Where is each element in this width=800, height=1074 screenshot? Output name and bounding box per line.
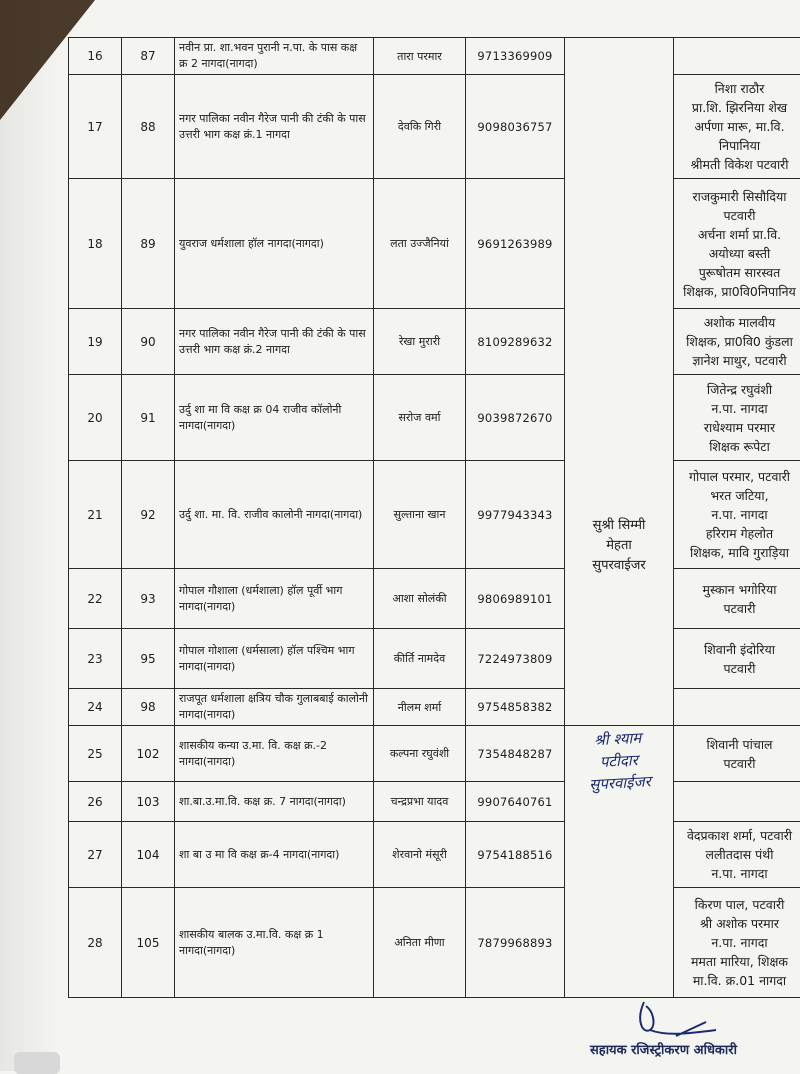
staff-line: मुस्कान भगोरिया <box>678 580 800 599</box>
phone-number-cell: 7354848287 <box>466 726 565 782</box>
staff-line: वेदप्रकाश शर्मा, पटवारी <box>678 826 800 845</box>
booth-number-cell: 95 <box>122 629 175 689</box>
serial-number-cell: 28 <box>69 888 122 998</box>
assigned-staff-cell <box>674 75 800 179</box>
serial-number-cell: 21 <box>69 461 122 569</box>
supervisor-handwritten-name <box>586 726 651 795</box>
phone-number-cell: 8109289632 <box>466 309 565 375</box>
assigned-staff-cell <box>674 38 800 75</box>
assigned-staff-cell <box>674 726 800 782</box>
booth-number-cell: 93 <box>122 569 175 629</box>
supervisor-cell-2 <box>565 726 674 998</box>
serial-number-cell: 19 <box>69 309 122 375</box>
assigned-staff-cell <box>674 888 800 998</box>
staff-line: न.पा. नागदा <box>678 864 800 883</box>
table-row <box>69 822 800 888</box>
staff-line: अर्पणा मारू, मा.वि. <box>678 117 800 136</box>
phone-number-cell: 9754858382 <box>466 689 565 726</box>
booth-location-cell: उर्दु शा. मा. वि. राजीव कालोनी नागदा(नागदा) <box>175 461 374 569</box>
staff-line: अर्चना शर्मा प्रा.वि. <box>678 225 800 244</box>
table-row <box>69 375 800 461</box>
staff-line: पटवारी <box>678 599 800 618</box>
staff-line: किरण पाल, पटवारी <box>678 895 800 914</box>
staff-line: श्रीमती विकेश पटवारी <box>678 155 800 174</box>
booth-location-cell: शासकीय बालक उ.मा.वि. कक्ष क्र 1 नागदा(नागदा) <box>175 888 374 998</box>
booth-number-cell: 98 <box>122 689 175 726</box>
staff-line: अशोक मालवीय <box>678 313 800 332</box>
booth-number-cell: 88 <box>122 75 175 179</box>
phone-number-cell: 9977943343 <box>466 461 565 569</box>
serial-number-cell: 23 <box>69 629 122 689</box>
staff-line: निपानिया <box>678 136 800 155</box>
booth-number-cell: 104 <box>122 822 175 888</box>
booth-location-cell: गोपाल गोशाला (धर्मसाला) हॉल पश्चिम भाग नागदा(नागदा) <box>175 629 374 689</box>
table-row <box>69 38 800 75</box>
booth-location-cell: शा.बा.उ.मा.वि. कक्ष क्र. 7 नागदा(नागदा) <box>175 782 374 822</box>
table-row <box>69 461 800 569</box>
serial-number-cell: 22 <box>69 569 122 629</box>
supervisor-line: सुश्री सिम्मी <box>569 516 669 536</box>
table-row <box>69 689 800 726</box>
supervisor-line: श्री श्याम <box>586 726 649 751</box>
phone-number-cell: 9039872670 <box>466 375 565 461</box>
officer-name-cell: कीर्ति नामदेव <box>374 629 466 689</box>
phone-number-cell: 9754188516 <box>466 822 565 888</box>
booth-location-cell: राजपूत धर्मशाला क्षत्रिय चौक गुलाबबाई कालोनी नागदा(नागदा) <box>175 689 374 726</box>
supervisor-line: सुपरवाईजर <box>589 770 652 795</box>
booth-location-cell: नगर पालिका नवीन गैरेज पानी की टंकी के पास उत्तरी भाग कक्ष क्रं.1 नागदा <box>175 75 374 179</box>
supervisor-cell-1 <box>565 38 674 726</box>
staff-line: शिक्षक, प्रा0वि0 कुंडला <box>678 332 800 351</box>
booth-location-cell: गोपाल गौशाला (धर्मशाला) हॉल पूर्वी भाग नागदा(नागदा) <box>175 569 374 629</box>
staff-line: शिक्षक, मावि गुराड़िया <box>678 543 800 562</box>
phone-number-cell: 7879968893 <box>466 888 565 998</box>
staff-line: मा.वि. क्र.01 नागदा <box>678 971 800 990</box>
booth-location-cell: शा बा उ मा वि कक्ष क्र-4 नागदा(नागदा) <box>175 822 374 888</box>
staff-line: ज्ञानेश माथुर, पटवारी <box>678 351 800 370</box>
booth-location-cell: नवीन प्रा. शा.भवन पुरानी न.पा. के पास कक्ष क्र 2 नागदा(नागदा) <box>175 38 374 75</box>
booth-number-cell: 87 <box>122 38 175 75</box>
staff-line: शिक्षक, प्रा0वि0निपानिय <box>678 282 800 301</box>
officer-name-cell: सुल्ताना खान <box>374 461 466 569</box>
staff-line: निशा राठौर <box>678 79 800 98</box>
assigned-staff-cell <box>674 309 800 375</box>
officer-name-cell: सरोज वर्मा <box>374 375 466 461</box>
officer-name-cell: कल्पना रघुवंशी <box>374 726 466 782</box>
officer-name-cell: नीलम शर्मा <box>374 689 466 726</box>
serial-number-cell: 24 <box>69 689 122 726</box>
staff-line: जितेन्द्र रघुवंशी <box>678 380 800 399</box>
booth-number-cell: 92 <box>122 461 175 569</box>
assigned-staff-cell <box>674 461 800 569</box>
table-row <box>69 179 800 309</box>
staff-line: शिवानी इंदोरिया <box>678 640 800 659</box>
staff-line: अयोध्या बस्ती <box>678 244 800 263</box>
table-row <box>69 782 800 822</box>
staff-line: ललीतदास पंथी <box>678 845 800 864</box>
booth-location-cell: उर्दु शा मा वि कक्ष क्र 04 राजीव कॉलोनी नागदा(नागदा) <box>175 375 374 461</box>
serial-number-cell: 17 <box>69 75 122 179</box>
serial-number-cell: 26 <box>69 782 122 822</box>
assigned-staff-cell <box>674 822 800 888</box>
phone-number-cell: 9098036757 <box>466 75 565 179</box>
assigned-staff-cell <box>674 375 800 461</box>
officer-name-cell: अनिता मीणा <box>374 888 466 998</box>
staff-line: प्रा.शि. झिरनिया शेख <box>678 98 800 117</box>
assigned-staff-cell <box>674 689 800 726</box>
phone-number-cell: 7224973809 <box>466 629 565 689</box>
page-fold-shade <box>0 0 60 1071</box>
serial-number-cell: 16 <box>69 38 122 75</box>
phone-number-cell: 9691263989 <box>466 179 565 309</box>
staff-line: न.पा. नागदा <box>678 933 800 952</box>
staff-line: पटवारी <box>678 206 800 225</box>
officer-name-cell: शेरवानो मंसूरी <box>374 822 466 888</box>
booth-number-cell: 102 <box>122 726 175 782</box>
phone-number-cell: 9806989101 <box>466 569 565 629</box>
staff-line: हरिराम गेहलोत <box>678 524 800 543</box>
serial-number-cell: 27 <box>69 822 122 888</box>
staff-line: शिवानी पांचाल <box>678 735 800 754</box>
booth-number-cell: 90 <box>122 309 175 375</box>
officer-name-cell: रेखा मुरारी <box>374 309 466 375</box>
staff-line: भरत जटिया, <box>678 486 800 505</box>
assigned-staff-cell <box>674 629 800 689</box>
supervisor-line: सुपरवाईजर <box>569 556 669 576</box>
staff-line: पटवारी <box>678 659 800 678</box>
serial-number-cell: 18 <box>69 179 122 309</box>
officer-name-cell: देवकि गिरी <box>374 75 466 179</box>
table-row <box>69 309 800 375</box>
phone-number-cell: 9907640761 <box>466 782 565 822</box>
serial-number-cell: 20 <box>69 375 122 461</box>
table-row <box>69 629 800 689</box>
booth-number-cell: 89 <box>122 179 175 309</box>
staff-line: न.पा. नागदा <box>678 399 800 418</box>
supervisor-line: पटीदार <box>588 748 651 773</box>
serial-number-cell: 25 <box>69 726 122 782</box>
officer-name-cell: आशा सोलंकी <box>374 569 466 629</box>
officer-signature <box>636 1000 736 1040</box>
booth-number-cell: 103 <box>122 782 175 822</box>
supervisor-line: मेहता <box>569 536 669 556</box>
officer-name-cell: तारा परमार <box>374 38 466 75</box>
staff-line: न.पा. नागदा <box>678 505 800 524</box>
staff-line: राजकुमारी सिसौदिया <box>678 187 800 206</box>
phone-number-cell: 9713369909 <box>466 38 565 75</box>
booth-location-cell: शासकीय कन्या उ.मा. वि. कक्ष क्र.-2 नागदा(नागदा) <box>175 726 374 782</box>
assigned-staff-cell <box>674 782 800 822</box>
booth-number-cell: 105 <box>122 888 175 998</box>
table-row <box>69 75 800 179</box>
officer-title: सहायक रजिस्ट्रीकरण अधिकारी <box>590 1040 737 1058</box>
table-row <box>69 569 800 629</box>
staff-line: गोपाल परमार, पटवारी <box>678 467 800 486</box>
officer-name-cell: लता उज्जैनियां <box>374 179 466 309</box>
staff-line: श्री अशोक परमार <box>678 914 800 933</box>
table-row <box>69 888 800 998</box>
booth-location-cell: युवराज धर्मशाला हॉल नागदा(नागदा) <box>175 179 374 309</box>
staff-line: शिक्षक रूपेटा <box>678 437 800 456</box>
assigned-staff-cell <box>674 569 800 629</box>
booth-number-cell: 91 <box>122 375 175 461</box>
polling-staff-table <box>68 37 800 998</box>
officer-name-cell: चन्द्रप्रभा यादव <box>374 782 466 822</box>
staff-line: पटवारी <box>678 754 800 773</box>
assigned-staff-cell <box>674 179 800 309</box>
staff-line: ममता मारिया, शिक्षक <box>678 952 800 971</box>
booth-location-cell: नगर पालिका नवीन गैरेज पानी की टंकी के पास उत्तरी भाग कक्ष क्रं.2 नागदा <box>175 309 374 375</box>
table-row <box>69 726 800 782</box>
staff-line: पुरूषोतम सारस्वत <box>678 263 800 282</box>
staff-line: राधेश्याम परमार <box>678 418 800 437</box>
